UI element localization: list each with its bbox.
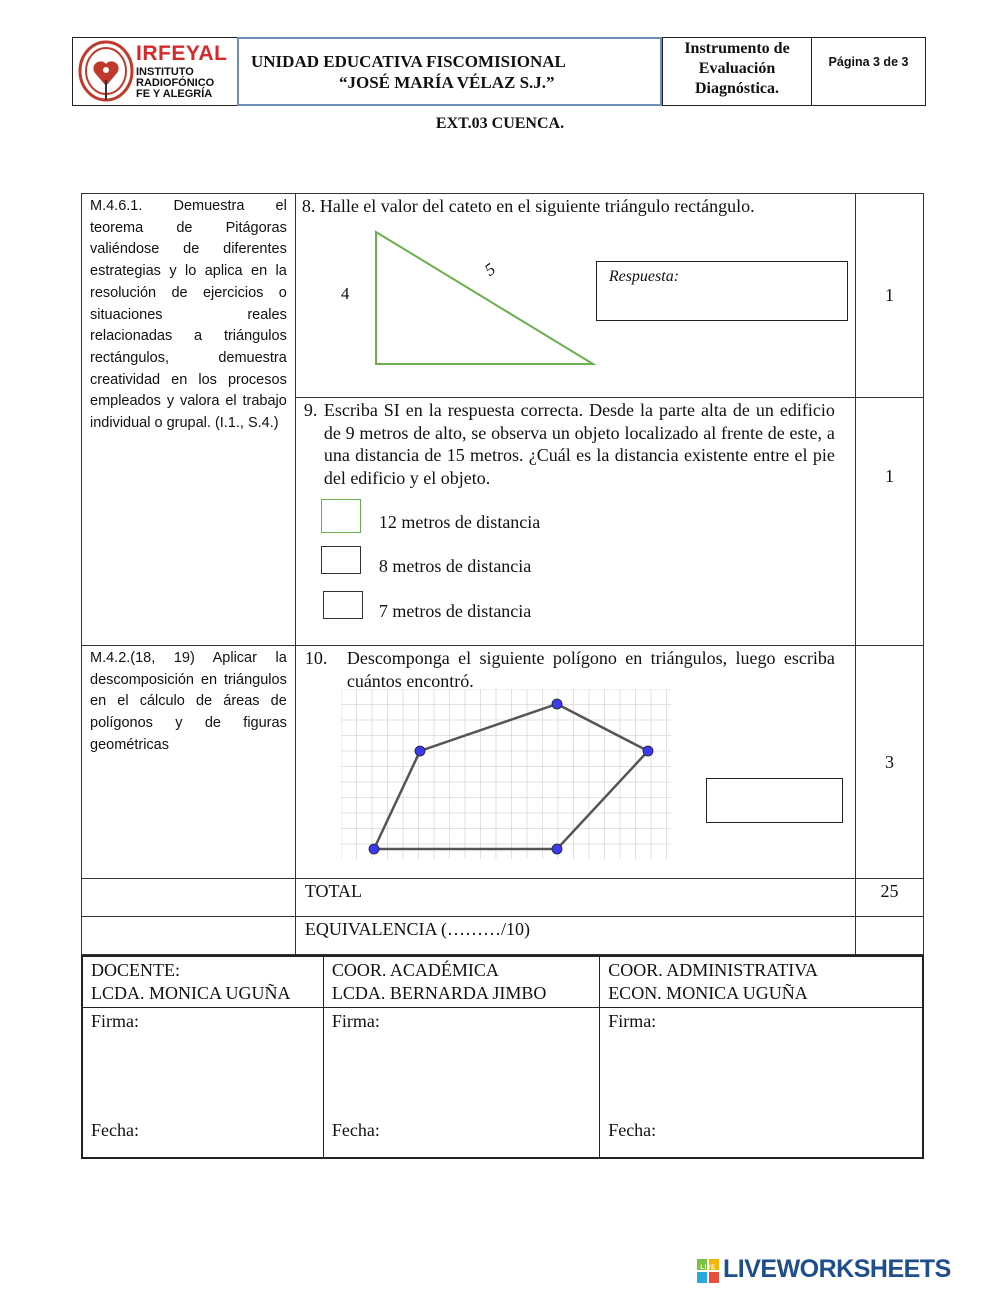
- page-number-cell: [811, 37, 926, 106]
- docente-role: DOCENTE:: [91, 960, 180, 980]
- total-label-cell: [295, 879, 855, 917]
- instrument-line1: Instrumento de: [684, 40, 790, 57]
- live-badge-text: LIVE: [700, 1265, 716, 1271]
- right-triangle-figure: [371, 227, 611, 372]
- instrument-line2: Evaluación: [698, 60, 776, 77]
- score-q8-value: 1: [885, 285, 895, 305]
- signature-table: [81, 955, 924, 1159]
- question-9-text: Escriba SI en la respuesta correcta. Desde la parte alta de un edificio de 9 metros de alto, se observa un objeto localizado al frente de este, a una distancia de 15 metros. ¿Cuál es la distancia existente entre el pie del edificio y el objeto.: [323, 400, 835, 488]
- option-checkbox-12m[interactable]: [321, 499, 361, 533]
- option-label-12m: 12 metros de distancia: [378, 512, 541, 532]
- administrativa-firma: Firma:: [608, 1011, 657, 1031]
- total-value: 25: [880, 881, 899, 901]
- polygon-vertex: [552, 844, 562, 854]
- polygon-vertex: [369, 844, 379, 854]
- criterion-cell-2: [82, 646, 296, 879]
- academica-firma: Firma:: [331, 1011, 380, 1031]
- school-line2: “JOSÉ MARÍA VÉLAZ S.J.”: [339, 73, 555, 92]
- polygon-grid-figure: [341, 689, 671, 859]
- academica-fecha: Fecha:: [331, 1120, 380, 1140]
- docente-fecha: Fecha:: [91, 1120, 139, 1140]
- administrativa-fecha: Fecha:: [608, 1120, 657, 1140]
- evaluation-table: [81, 193, 924, 955]
- academica-signature-cell[interactable]: [323, 1008, 599, 1158]
- triangle-side-4: 4: [340, 284, 350, 303]
- question-10-text: Descomponga el siguiente polígono en triángulos, luego escriba cuántos encontró.: [346, 648, 835, 691]
- administrativa-signature-cell[interactable]: [600, 1008, 923, 1158]
- administrativa-role: COOR. ADMINISTRATIVA: [608, 960, 818, 980]
- irfeyal-logo: [78, 40, 234, 102]
- academica-role: COOR. ACADÉMICA: [331, 960, 499, 980]
- page-number: Página 3 de 3: [828, 55, 909, 69]
- total-value-cell: [856, 879, 924, 917]
- question-9-cell: [295, 398, 855, 646]
- score-q10-value: 3: [885, 751, 895, 772]
- total-empty-cell: [82, 879, 296, 917]
- logo-line2: RADIOFÓNICO: [136, 77, 215, 89]
- question-10-cell: [295, 646, 855, 879]
- q8-answer-box[interactable]: [596, 261, 848, 321]
- criterion-1: M.4.6.1. Demuestra el teorema de Pitágoras valiéndose de diferentes estrategias y lo aplica en la resolución de ejercicios o situaciones reales relacionadas a triángulos rectángulos, demuestra creatividad en los procesos empleados y valora el trabajo individual o grupal. (I.1., S.4.): [90, 198, 287, 432]
- logo-line1: INSTITUTO: [136, 66, 194, 78]
- docente-header: [82, 956, 323, 1008]
- academica-header: [323, 956, 599, 1008]
- option-checkbox-7m[interactable]: [323, 591, 363, 619]
- equivalence-value-cell[interactable]: [856, 917, 924, 955]
- answer-label: Respuesta:: [608, 268, 680, 285]
- logo-brand: IRFEYAL: [136, 42, 228, 65]
- subtitle: EXT.03 CUENCA.: [435, 115, 565, 132]
- administrativa-name: ECON. MONICA UGUÑA: [608, 983, 808, 1003]
- triangle-hypotenuse-5: 5: [480, 259, 499, 280]
- polygon-vertex: [643, 746, 653, 756]
- radio-logo-icon: [78, 40, 138, 102]
- docente-name: LCDA. MONICA UGUÑA: [91, 983, 291, 1003]
- instrument-line3: Diagnóstica.: [695, 80, 779, 97]
- question-8-cell: [295, 194, 855, 398]
- question-10-number: 10.: [304, 648, 328, 668]
- q10-answer-box[interactable]: [706, 778, 843, 823]
- score-q8: [856, 194, 924, 398]
- right-triangle: [376, 232, 593, 364]
- score-q10: [856, 646, 924, 879]
- instrument-cell: [662, 37, 812, 106]
- polygon-vertex: [415, 746, 425, 756]
- docente-firma: Firma:: [91, 1011, 139, 1031]
- academica-name: LCDA. BERNARDA JIMBO: [331, 983, 547, 1003]
- liveworksheets-brand: LIVEWORKSHEETS: [723, 1255, 951, 1283]
- school-line1: UNIDAD EDUCATIVA FISCOMISIONAL: [251, 52, 566, 71]
- question-9-number: 9.: [303, 400, 318, 420]
- administrativa-header: [600, 956, 923, 1008]
- criterion-2: M.4.2.(18, 19) Aplicar la descomposición en triángulos en el cálculo de áreas de polígonos y de figuras geométricas: [90, 650, 287, 753]
- total-label: TOTAL: [304, 881, 363, 901]
- pentagon-shape: [374, 704, 648, 849]
- option-label-7m: 7 metros de distancia: [378, 601, 532, 621]
- liveworksheets-logo: [697, 1255, 997, 1287]
- live-badge-icon: [697, 1259, 719, 1283]
- school-name-cell: [237, 37, 662, 106]
- equivalence-label-cell: [295, 917, 855, 955]
- equivalence-empty-cell: [82, 917, 296, 955]
- option-label-8m: 8 metros de distancia: [378, 556, 532, 576]
- equivalence-label: EQUIVALENCIA (………/10): [304, 919, 530, 939]
- docente-signature-cell[interactable]: [82, 1008, 323, 1158]
- polygon-vertex: [552, 699, 562, 709]
- score-q9: [856, 398, 924, 646]
- logo-line3: FE Y ALEGRÍA: [136, 88, 213, 100]
- option-checkbox-8m[interactable]: [321, 546, 361, 574]
- question-8-text: 8. Halle el valor del cateto en el siguiente triángulo rectángulo.: [301, 196, 755, 216]
- score-q9-value: 1: [885, 466, 895, 486]
- criterion-cell-1: [82, 194, 296, 646]
